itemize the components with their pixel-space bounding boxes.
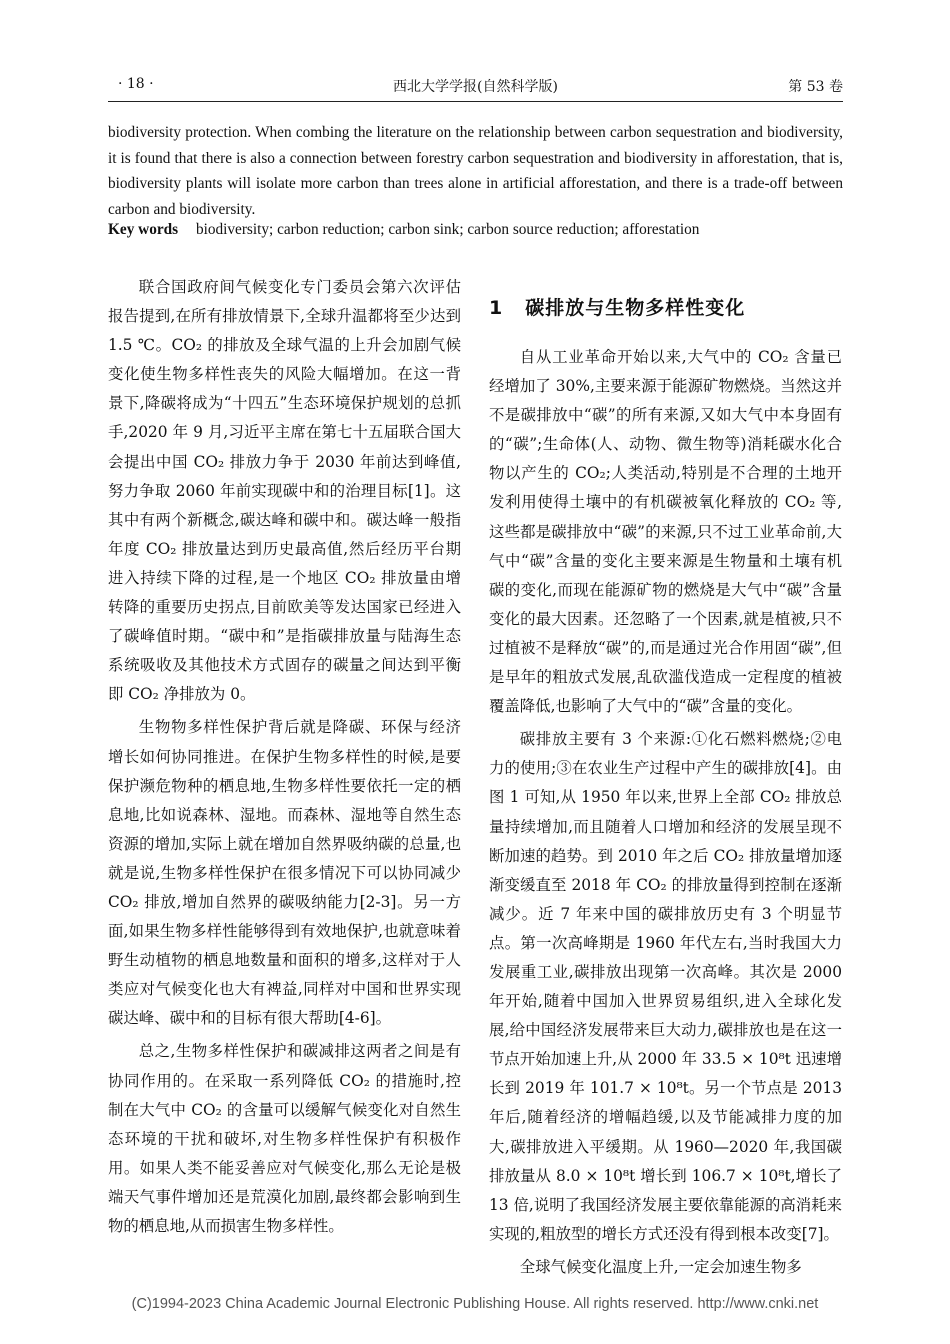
section-heading xyxy=(489,293,745,320)
volume-number: 第 53 卷 xyxy=(788,79,843,95)
running-header xyxy=(108,76,843,102)
paragraph: 生物物多样性保护背后就是降碳、环保与经济增长如何协同推进。在保护生物多样性的时候,是要保护濒危物种的栖息地,生物多样性要依托一定的栖息地,比如说森林、湿地。而森林、湿地等自然生态资源的增加,实际上就在增加自然界吸纳碳的总量,也就是说,生物多样性保护在很多情况下可以协同减少 CO₂ 排放,增加自然界的碳吸纳能力[2-3]。另一方面,如果生物多样性能够得到有效地保护,也就意味着野生动植物的栖息地数量和面积的增多,这样对于人类应对气候变化也大有裨益,同样对中国和世界实现碳达峰、碳中和的目标有很大帮助[4-6]。 xyxy=(108,718,461,1028)
copyright-footer: (C)1994-2023 China Academic Journal Electronic Publishing House. All rights reserved. http://www.cnki.net xyxy=(131,1296,819,1312)
keywords-line xyxy=(108,221,843,239)
right-column xyxy=(489,343,842,1282)
section-number: 1 xyxy=(489,297,504,319)
keywords-text: biodiversity; carbon reduction; carbon sink; carbon source reduction; afforestation xyxy=(195,221,700,238)
paragraph: 联合国政府间气候变化专门委员会第六次评估报告提到,在所有排放情景下,全球升温都将至少达到 1.5 ℃。CO₂ 的排放及全球气温的上升会加剧气候变化使生物多样性丧失的风险大幅增加。在这一背景下,降碳将成为“十四五”生态环境保护规划的总抓手,2020 年 9 月,习近平主席在第七十五届联合国大会提出中国 CO₂ 排放力争于 2030 年前达到峰值,努力争取 2060 年前实现碳中和的治理目标[1]。这其中有两个新概念,碳达峰和碳中和。碳达峰一般指年度 CO₂ 排放量达到历史最高值,然后经历平台期进入持续下降的过程,是一个地区 CO₂ 排放量由增转降的重要历史拐点,目前欧美等发达国家已经进入了碳峰值时期。“碳中和”是指碳排放量与陆海生态系统吸收及其他技术方式固存的碳量之间达到平衡即 CO₂ 净排放为 0。 xyxy=(108,278,461,704)
journal-title: 西北大学学报(自然科学版) xyxy=(393,79,558,95)
header-rule xyxy=(108,101,843,102)
paragraph: 总之,生物多样性保护和碳减排这两者之间是有协同作用的。在采取一系列降低 CO₂ 的措施时,控制在大气中 CO₂ 的含量可以缓解气候变化对自然生态环境的干扰和破坏,对生物多样性保护有积极作用。如果人类不能妥善应对气候变化,那么无论是极端天气事件增加还是荒漠化加剧,最终都会影响到生物的栖息地,从而损害生物多样性。 xyxy=(108,1042,461,1235)
page-number: · 18 · xyxy=(118,76,154,92)
paragraph: 自从工业革命开始以来,大气中的 CO₂ 含量已经增加了 30%,主要来源于能源矿物燃烧。当然这并不是碳排放中“碳”的所有来源,又如大气中本身固有的“碳”;生命体(人、动物、微生物等)消耗碳水化合物以产生的 CO₂;人类活动,特别是不合理的土地开发利用使得土壤中的有机碳被氧化释放的 CO₂ 等,这些都是碳排放中“碳”的来源,只不过工业革命前,大气中“碳”含量的变化主要来源是生物量和土壤有机碳的变化,而现在能源矿物的燃烧是大气中“碳”含量变化的最大因素。还忽略了一个因素,就是植被,只不过植被不是释放“碳”的,而是通过光合作用固“碳”,但是早年的粗放式发展,乱砍滥伐造成一定程度的植被覆盖降低,也影响了大气中的“碳”含量的变化。 xyxy=(489,348,842,716)
left-column xyxy=(108,273,461,1241)
keywords-label: Key words xyxy=(108,221,179,238)
abstract-continuation: biodiversity protection. When combing the literature on the relationship between carbon sequestration and biodiversity, it is found that there is also a connection between forestry carbon sequestration and biodiversity in afforestation, that is, biodiversity plants will isolate more carbon than trees alone in artificial afforestation, and there is a trade-off between carbon and biodiversity. xyxy=(108,124,843,218)
paragraph: 碳排放主要有 3 个来源:①化石燃料燃烧;②电力的使用;③在农业生产过程中产生的碳排放[4]。由图 1 可知,从 1950 年以来,世界上全部 CO₂ 排放总量持续增加,而且随着人口增加和经济的发展呈现不断加速的趋势。到 2010 年之后 CO₂ 排放量增加逐渐变缓直至 2018 年 CO₂ 的排放量得到控制在逐渐减少。近 7 年来中国的碳排放历史有 3 个明显节点。第一次高峰期是 1960 年代左右,当时我国大力发展重工业,碳排放出现第一次高峰。其次是 2000 年开始,随着中国加入世界贸易组织,进入全球化发展,给中国经济发展带来巨大动力,碳排放也是在这一节点开始加速上升,从 2000 年 33.5 × 10⁸t 迅速增长到 2019 年 101.7 × 10⁸t。另一个节点是 2013 年后,随着经济的增幅趋缓,以及节能减排力度的加大,碳排放进入平缓期。从 1960—2020 年,我国碳排放量从 8.0 × 10⁸t 增长到 106.7 × 10⁸t,增长了 13 倍,说明了我国经济发展主要依靠能源的高消耗来实现的,粗放型的增长方式还没有得到根本改变[7]。 xyxy=(489,730,842,1243)
paragraph: 全球气候变化温度上升,一定会加速生物多 xyxy=(519,1257,802,1276)
section-title: 碳排放与生物多样性变化 xyxy=(525,297,746,319)
